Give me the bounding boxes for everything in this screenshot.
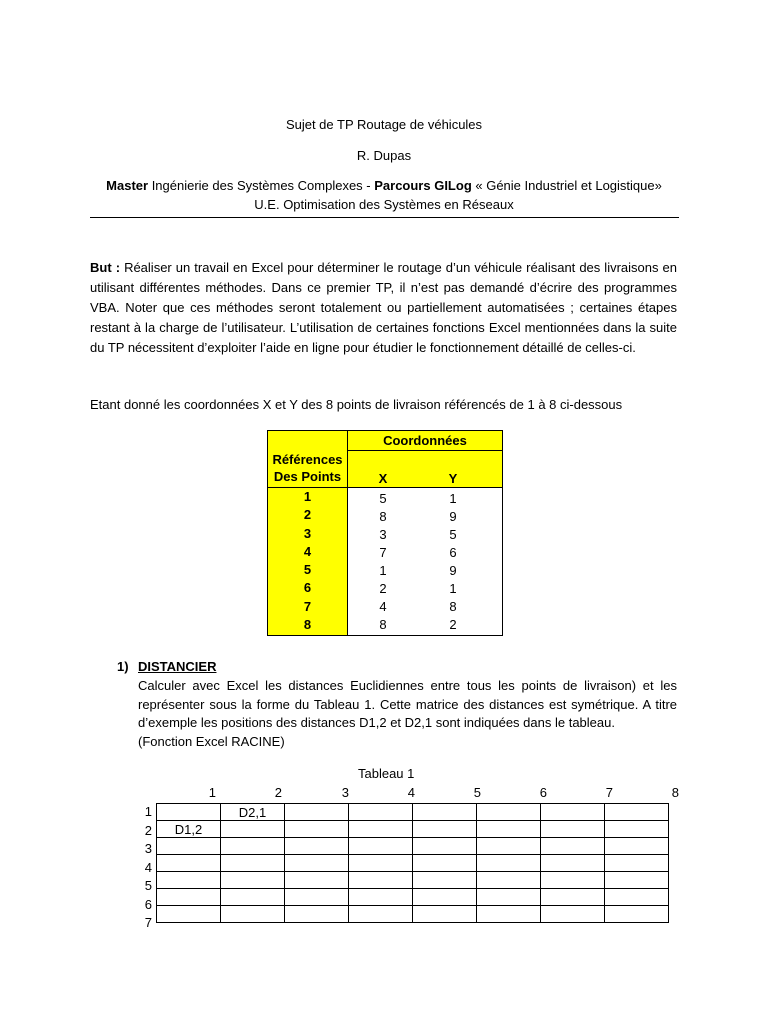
matrix-cell xyxy=(477,838,541,855)
matrix-cell xyxy=(285,821,349,838)
goal-label: But : xyxy=(90,260,121,275)
coord-row xyxy=(348,561,502,579)
master-text: Ingénierie des Systèmes Complexes - xyxy=(148,178,375,193)
matrix-row xyxy=(157,906,669,923)
row-header: 1 xyxy=(144,804,152,819)
ref-cell: 1 xyxy=(303,489,312,504)
matrix-cell xyxy=(157,855,221,872)
matrix-cell xyxy=(605,855,669,872)
row-header: 3 xyxy=(144,841,152,856)
matrix-cell xyxy=(541,821,605,838)
matrix-cell xyxy=(349,872,413,889)
distance-row-headers xyxy=(138,803,152,933)
function-note: (Fonction Excel RACINE) xyxy=(138,733,285,749)
header-divider xyxy=(90,217,679,218)
matrix-cell xyxy=(413,889,477,906)
ue-line: U.E. Optimisation des Systèmes en Réseaux xyxy=(254,197,514,212)
matrix-cell xyxy=(221,838,285,855)
row-header: 4 xyxy=(144,859,152,875)
matrix-cell: D2,1 xyxy=(221,804,285,821)
matrix-row xyxy=(157,821,669,838)
goal-paragraph xyxy=(90,258,677,358)
matrix-cell xyxy=(413,855,477,872)
xy-header-cell xyxy=(348,451,503,488)
matrix-cell xyxy=(477,804,541,821)
row-header: 7 xyxy=(144,915,152,930)
matrix-cell xyxy=(541,906,605,923)
parcours-text: « Génie Industriel et Logistique» xyxy=(471,178,662,193)
ref-header-cell xyxy=(268,431,348,488)
matrix-row xyxy=(157,804,669,821)
x-value: 8 xyxy=(379,508,387,524)
table-caption: Tableau 1 xyxy=(358,766,415,781)
matrix-cell xyxy=(349,855,413,872)
matrix-cell xyxy=(605,906,669,923)
matrix-cell xyxy=(477,821,541,838)
master-label: Master xyxy=(106,178,149,193)
master-program-line xyxy=(0,178,768,193)
ref-header-line1: Références xyxy=(272,452,343,467)
matrix-cell xyxy=(477,855,541,872)
matrix-cell xyxy=(349,889,413,906)
matrix-cell xyxy=(413,821,477,838)
ref-header-line2: Des Points xyxy=(273,469,342,484)
coord-row xyxy=(348,507,502,525)
matrix-cell xyxy=(541,872,605,889)
y-value: 9 xyxy=(449,562,457,578)
intro-text: Etant donné les coordonnées X et Y des 8 points de livraison référencés de 1 à 8 ci-dessous xyxy=(90,397,623,412)
section-title: DISTANCIER xyxy=(138,659,217,674)
matrix-cell xyxy=(285,804,349,821)
ref-cell: 4 xyxy=(303,543,312,559)
y-header: Y xyxy=(448,470,458,486)
ref-cell: 7 xyxy=(303,598,312,614)
matrix-row xyxy=(157,838,669,855)
ref-column xyxy=(268,488,348,636)
parcours-label: Parcours GILog xyxy=(374,178,472,193)
matrix-cell xyxy=(157,804,221,821)
distance-col-headers xyxy=(150,785,690,802)
section-number: 1) xyxy=(117,659,129,674)
matrix-cell xyxy=(221,872,285,889)
matrix-cell xyxy=(413,906,477,923)
coord-row xyxy=(348,489,502,507)
matrix-cell xyxy=(477,906,541,923)
matrix-cell xyxy=(605,804,669,821)
coord-row xyxy=(348,579,502,597)
xy-values-column xyxy=(348,488,503,636)
matrix-cell xyxy=(541,889,605,906)
y-value: 1 xyxy=(449,580,457,596)
x-value: 3 xyxy=(379,526,387,542)
row-header: 6 xyxy=(144,896,152,912)
matrix-cell xyxy=(605,821,669,838)
matrix-cell xyxy=(285,838,349,855)
coord-row xyxy=(348,597,502,615)
x-value: 8 xyxy=(379,616,387,632)
col-header: 6 xyxy=(539,785,547,800)
matrix-cell xyxy=(413,872,477,889)
section-instructions: Calculer avec Excel les distances Euclidiennes entre tous les points de livraison) et les représenter sous la forme du Tableau 1. Cette matrice des distances est symétrique. A titre d’exemple les positions des distances D1,2 et D2,1 sont indiquées dans le tableau. xyxy=(138,678,677,730)
matrix-cell xyxy=(285,906,349,923)
col-header: 7 xyxy=(605,785,613,800)
matrix-cell xyxy=(157,889,221,906)
matrix-cell xyxy=(605,838,669,855)
matrix-cell xyxy=(541,838,605,855)
matrix-cell xyxy=(221,855,285,872)
matrix-row xyxy=(157,872,669,889)
matrix-cell xyxy=(477,872,541,889)
matrix-cell xyxy=(413,838,477,855)
y-value: 8 xyxy=(449,598,457,614)
x-header: X xyxy=(378,470,388,486)
coordinates-table xyxy=(267,430,503,636)
matrix-cell xyxy=(541,855,605,872)
matrix-cell xyxy=(349,838,413,855)
coord-row xyxy=(348,615,502,633)
ref-cell: 8 xyxy=(303,617,312,633)
matrix-cell xyxy=(349,821,413,838)
x-value: 2 xyxy=(379,580,387,596)
matrix-cell xyxy=(349,804,413,821)
col-header: 3 xyxy=(341,785,349,800)
matrix-cell xyxy=(221,889,285,906)
col-header: 4 xyxy=(407,785,415,800)
y-value: 5 xyxy=(449,526,457,542)
y-value: 2 xyxy=(449,616,457,632)
matrix-cell xyxy=(221,906,285,923)
matrix-cell: D1,2 xyxy=(157,821,221,838)
col-header: 5 xyxy=(473,785,481,800)
col-header: 1 xyxy=(208,785,216,800)
matrix-row xyxy=(157,855,669,872)
goal-text: Réaliser un travail en Excel pour déterminer le routage d’un véhicule réalisant des livraisons en utilisant différentes méthodes. Dans ce premier TP, il n’est pas demandé d’écrire des programmes VBA. Noter que ces méthodes seront totalement ou partiellement automatisées ; certaines étapes restant à la charge de l’utilisateur. L’utilisation de certaines fonctions Excel mentionnées dans la suite du TP nécessitent d’exploiter l’aide en ligne pour étudier le fonctionnement détaillé de celles-ci. xyxy=(90,260,677,355)
y-value: 1 xyxy=(449,490,457,506)
matrix-cell xyxy=(477,889,541,906)
x-value: 5 xyxy=(379,490,387,506)
coord-row xyxy=(348,525,502,543)
matrix-cell xyxy=(157,872,221,889)
x-value: 7 xyxy=(379,544,387,560)
col-header: 2 xyxy=(274,785,282,800)
matrix-cell xyxy=(285,872,349,889)
coord-header-cell: Coordonnées xyxy=(348,431,503,451)
matrix-cell xyxy=(285,855,349,872)
matrix-cell xyxy=(605,889,669,906)
ref-cell: 3 xyxy=(303,525,312,541)
matrix-cell xyxy=(221,821,285,838)
matrix-cell xyxy=(349,906,413,923)
row-header: 2 xyxy=(144,822,152,838)
matrix-cell xyxy=(605,872,669,889)
matrix-cell xyxy=(157,838,221,855)
distance-matrix xyxy=(156,803,669,923)
section-body xyxy=(138,677,677,751)
coord-row xyxy=(348,543,502,561)
matrix-row xyxy=(157,889,669,906)
x-value: 1 xyxy=(379,562,387,578)
matrix-cell xyxy=(413,804,477,821)
matrix-cell xyxy=(157,906,221,923)
matrix-cell xyxy=(285,889,349,906)
document-title: Sujet de TP Routage de véhicules xyxy=(285,117,483,132)
ref-cell: 5 xyxy=(303,562,312,578)
y-value: 6 xyxy=(449,544,457,560)
x-value: 4 xyxy=(379,598,387,614)
ref-cell: 2 xyxy=(303,507,312,523)
row-header: 5 xyxy=(144,878,152,893)
author-name: R. Dupas xyxy=(356,148,412,163)
col-header: 8 xyxy=(671,785,679,800)
y-value: 9 xyxy=(449,508,457,524)
matrix-cell xyxy=(541,804,605,821)
ref-cell: 6 xyxy=(303,580,312,596)
